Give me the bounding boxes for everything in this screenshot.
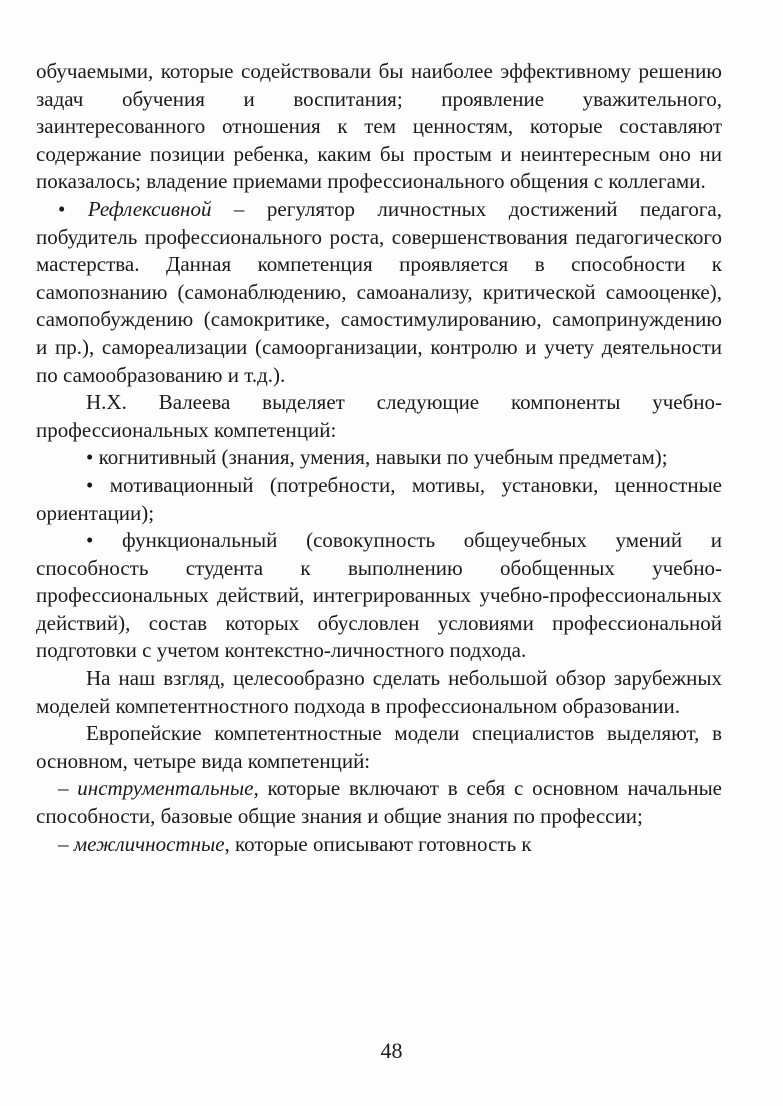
list-item-functional: • функциональный (совокупность общеучебных умений и способность студента к выполнению обобщенных учебно-профессиональных действий, интегрированных учебно-профессиональных действий), состав которых обусловлен условиями профессиональной подготовки с учетом контекстно-личностного подхода. xyxy=(36,528,722,663)
bullet-marker: • xyxy=(58,196,66,221)
paragraph-reflexive-competence xyxy=(36,196,722,389)
list-item-interpersonal xyxy=(36,831,722,859)
list-item-cognitive: • когнитивный (знания, умения, навыки по учебным предметам); xyxy=(86,445,668,470)
list-item-motivational: • мотивационный (потребности, мотивы, установки, ценностные ориентации); xyxy=(36,472,722,525)
paragraph-european-models: Европейские компетентностные модели специалистов выделяют, в основном, четыре вида компетенций: xyxy=(36,721,722,773)
paragraph-valeeva: Н.Х. Валеева выделяет следующие компоненты учебно-профессиональных компетенций: xyxy=(36,390,722,442)
paragraph-continuation: обучаемыми, которые содействовали бы наиболее эффективному решению задач обучения и воспитания; проявление уважительного, заинтересованного отношения к тем ценностям, которые составляют содержание позиции ребенка, каким бы простым и неинтересным оно ни показалось; владение приемами профессионального общения с коллегами. xyxy=(36,59,722,194)
list-item-instrumental xyxy=(36,775,722,830)
paragraph-foreign-models: На наш взгляд, целесообразно сделать небольшой обзор зарубежных моделей компетентностного подхода в профессиональном образовании. xyxy=(36,666,722,718)
term-interpersonal: межличностные xyxy=(73,831,225,856)
page-number: 48 xyxy=(380,1038,403,1063)
reflexive-description: – регулятор личностных достижений педагога, побудитель профессионального роста, совершенствования педагогического мастерства. Данная компетенция проявляется в способности к самопознанию (самонаблюдению, самоанализу, критической самооценке), самопобуждению (самокритике, самостимулированию, самопринуждению и пр.), самореализации (самоорганизации, контролю и учету деятельности по самообразованию и т.д.). xyxy=(36,196,722,387)
term-instrumental: инструментальные, xyxy=(77,776,259,801)
term-reflexive: Рефлексивной xyxy=(87,196,212,221)
dash-marker: – xyxy=(58,831,74,856)
body-text xyxy=(36,58,722,858)
interpersonal-description: , которые описывают готовность к xyxy=(224,831,532,856)
dash-marker: – xyxy=(58,776,78,801)
instrumental-description: которые включают в себя с основном начальные способности, базовые общие знания и общие знания по профессии; xyxy=(36,776,722,829)
